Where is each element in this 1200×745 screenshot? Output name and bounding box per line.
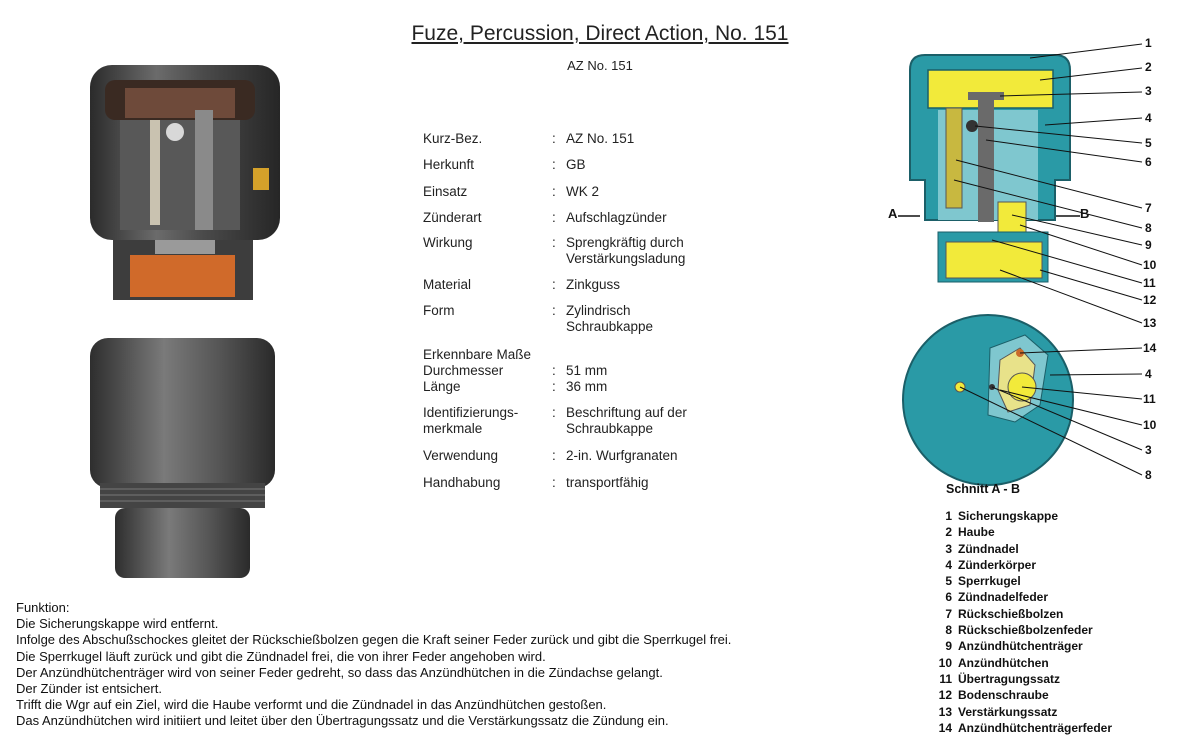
legend-num: 7	[945, 606, 952, 621]
callout-top-9: 9	[1145, 238, 1152, 252]
spec-value-identifizierung: Beschriftung auf der Schraubkappe	[566, 405, 687, 436]
legend-text: Verstärkungssatz	[958, 704, 1058, 719]
parts-legend	[932, 508, 1112, 736]
page-title: Fuze, Percussion, Direct Action, No. 151	[411, 22, 789, 45]
legend-item	[932, 541, 1112, 557]
spec-label-zuenderart: Zünderart	[423, 210, 482, 225]
legend-item	[932, 606, 1112, 622]
spec-label-einsatz: Einsatz	[423, 184, 468, 199]
callout-bottom-10: 10	[1143, 418, 1157, 432]
callout-bottom-8: 8	[1145, 468, 1152, 482]
legend-text: Zünderkörper	[958, 557, 1037, 572]
callout-top-3: 3	[1145, 84, 1152, 98]
spec-label-identifizierung: Identifizierungs- merkmale	[423, 405, 519, 436]
legend-item	[932, 573, 1112, 589]
function-heading: Funktion:	[16, 600, 70, 615]
legend-num: 14	[938, 720, 952, 735]
page-subtitle: AZ No. 151	[567, 58, 633, 73]
legend-item	[932, 622, 1112, 638]
spec-colon: :	[552, 157, 556, 172]
legend-item	[932, 638, 1112, 654]
function-line: Das Anzündhütchen wird initiiert und leitet über den Übertragungssatz und die Verstärkungssatz die Zündung ein.	[16, 713, 669, 729]
callout-bottom-14: 14	[1143, 341, 1157, 355]
legend-text: Haube	[958, 525, 995, 540]
legend-num: 5	[945, 574, 952, 589]
legend-item	[932, 589, 1112, 605]
legend-item	[932, 687, 1112, 703]
legend-num: 13	[938, 704, 952, 719]
spec-value-einsatz: WK 2	[566, 184, 600, 199]
legend-text: Zündnadelfeder	[958, 590, 1049, 605]
spec-value-form: Zylindrisch Schraubkappe	[566, 303, 654, 334]
legend-item	[932, 655, 1112, 671]
spec-label-herkunft: Herkunft	[423, 157, 475, 172]
callout-top-10: 10	[1143, 258, 1157, 272]
legend-text: Anzündhütchenträger	[958, 639, 1083, 654]
spec-colon: :	[552, 303, 556, 318]
section-caption: Schnitt A - B	[946, 482, 1021, 496]
legend-item	[932, 524, 1112, 540]
callout-top-2: 2	[1145, 60, 1152, 74]
function-line: Die Sicherungskappe wird entfernt.	[16, 616, 219, 632]
legend-num: 11	[939, 671, 952, 686]
spec-value-material: Zinkguss	[566, 277, 621, 292]
spec-colon: :	[552, 184, 556, 199]
legend-num: 1	[945, 509, 952, 523]
spec-value-masse: 51 mm 36 mm	[566, 363, 608, 394]
callout-top-13: 13	[1143, 316, 1157, 330]
legend-text: Bodenschraube	[958, 688, 1049, 703]
callout-bottom-3: 3	[1145, 443, 1152, 457]
spec-value-zuenderart: Aufschlagzünder	[566, 210, 667, 225]
legend-item	[932, 508, 1112, 524]
legend-item	[932, 671, 1112, 687]
legend-num: 3	[945, 541, 952, 556]
spec-label-kurzbez: Kurz-Bez.	[423, 131, 483, 146]
spec-colon: :	[552, 131, 556, 146]
spec-colon: :	[552, 210, 556, 225]
legend-text: Rückschießbolzenfeder	[958, 623, 1093, 638]
legend-text: Zündnadel	[958, 541, 1019, 556]
fuze-exterior-photo	[85, 333, 285, 583]
spec-label-wirkung: Wirkung	[423, 235, 473, 250]
fuze-cutaway-photo	[85, 60, 285, 310]
function-line: Trifft die Wgr auf ein Ziel, wird die Haube verformt und die Zündnadel in das Anzündhütchen gestoßen.	[16, 697, 607, 713]
function-line: Die Sperrkugel läuft zurück und gibt die Zündnadel frei, die von ihrer Feder angehoben wird.	[16, 648, 546, 664]
spec-colon: :	[552, 235, 556, 250]
legend-item	[932, 720, 1112, 736]
spec-value-verwendung: 2-in. Wurfgranaten	[566, 448, 678, 463]
callout-top-4: 4	[1145, 111, 1152, 125]
legend-num: 4	[945, 557, 952, 572]
legend-text: Anzündhütchenträgerfeder	[958, 720, 1113, 735]
spec-colon: :	[552, 448, 556, 463]
legend-num: 2	[945, 525, 952, 540]
function-line: Infolge des Abschußschockes gleitet der Rückschießbolzen gegen die Kraft seiner Feder zurück und gibt die Sperrkugel frei.	[16, 632, 732, 648]
callout-bottom-4: 4	[1145, 367, 1152, 381]
spec-label-verwendung: Verwendung	[423, 448, 499, 463]
function-line: Der Zünder ist entsichert.	[16, 681, 162, 697]
legend-item	[932, 557, 1112, 573]
function-line: Der Anzündhütchenträger wird von seiner Feder gedreht, so dass das Anzündhütchen in die Zündachse gelangt.	[16, 664, 663, 680]
spec-label-material: Material	[423, 277, 472, 292]
legend-num: 8	[945, 623, 952, 638]
spec-colon: :	[552, 475, 556, 490]
spec-colon: :	[552, 379, 556, 394]
legend-num: 10	[938, 655, 952, 670]
spec-value-kurzbez: AZ No. 151	[566, 131, 635, 146]
legend-num: 6	[945, 590, 952, 605]
callout-top-5: 5	[1145, 136, 1152, 150]
legend-text: Anzündhütchen	[958, 655, 1049, 670]
spec-colon: :	[552, 405, 556, 420]
section-label-b: B	[1080, 206, 1090, 221]
legend-item	[932, 704, 1112, 720]
spec-colon: :	[552, 363, 556, 378]
spec-label-masse: Erkennbare Maße Durchmesser Länge	[423, 347, 532, 394]
legend-num: 9	[945, 639, 952, 654]
callout-top-11: 11	[1143, 276, 1156, 290]
callout-top-7: 7	[1145, 201, 1152, 215]
legend-text: Rückschießbolzen	[958, 606, 1064, 621]
section-label-a: A	[888, 206, 898, 221]
legend-text: Übertragungssatz	[958, 671, 1061, 686]
spec-value-handhabung: transportfähig	[566, 475, 649, 490]
callout-top-6: 6	[1145, 155, 1152, 169]
callout-bottom-11: 11	[1143, 392, 1156, 406]
spec-label-form: Form	[423, 303, 455, 318]
legend-text: Sperrkugel	[958, 574, 1021, 589]
callout-top-12: 12	[1143, 293, 1157, 307]
legend-text: Sicherungskappe	[958, 509, 1059, 523]
legend-num: 12	[938, 688, 952, 703]
callout-top-1: 1	[1145, 36, 1152, 50]
spec-colon: :	[552, 277, 556, 292]
spec-value-herkunft: GB	[566, 157, 586, 172]
callout-top-8: 8	[1145, 221, 1152, 235]
spec-value-wirkung: Sprengkräftig durch Verstärkungsladung	[566, 235, 686, 266]
function-description	[16, 600, 731, 730]
spec-label-handhabung: Handhabung	[423, 475, 501, 490]
